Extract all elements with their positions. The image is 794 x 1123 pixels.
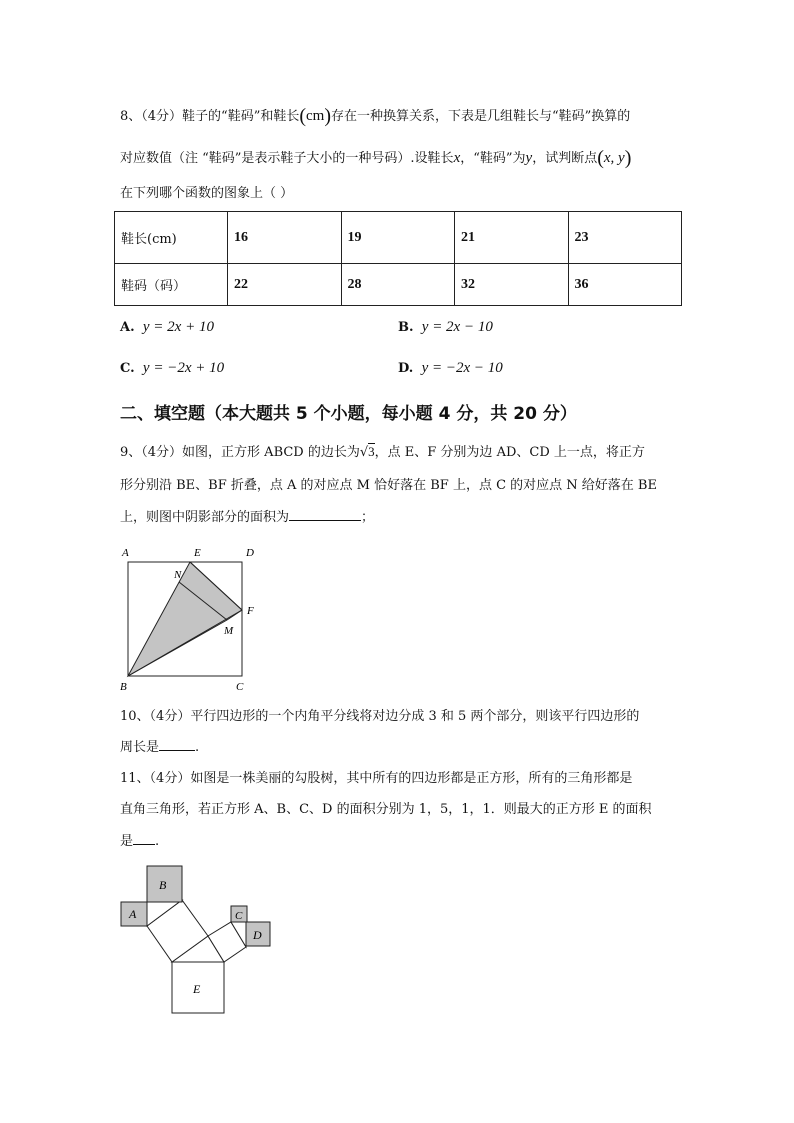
table-cell: 28 [341,264,455,306]
q10-line-1: 10、（4分）平行四边形的一个内角平分线将对边分成 3 和 5 两个部分，则该平行四边形的 [120,709,640,724]
sqrt-radicand: 3 [368,444,375,459]
label-a: A [129,907,137,921]
q9-line-1: 9、（4分）如图，正方形 ABCD 的边长为√3，点 E、F 分别为边 AD、CD 上一点，将正方 [120,444,645,460]
label-n: N [174,569,182,581]
pythagoras-tree-figure [115,862,280,1020]
answer-blank[interactable] [289,508,361,521]
shaded-region [128,562,242,676]
label-d: D [246,547,254,559]
shoe-size-table [114,211,682,306]
q8-line-3: 在下列哪个函数的图象上（ ） [120,186,294,201]
label-f: F [247,605,254,617]
table-cell: 32 [455,264,569,306]
table-cell: 22 [228,264,342,306]
q11-line-2: 直角三角形，若正方形 A、B、C、D 的面积分别为 1，5，1，1．则最大的正方形 E 的面积 [120,802,652,817]
q9-text-3b: ； [361,510,375,525]
table-cell-label: 鞋码（码） [115,264,228,306]
var-x: x [453,150,461,166]
table-row [115,264,682,306]
label-a: A [122,547,129,559]
point-xy: x, y [603,150,625,166]
q8-text-cont: 存在一种换算关系，下表是几组鞋长与“鞋码”换算的 [331,109,631,124]
option-label: B. [398,320,414,335]
square-fold-figure [115,542,265,697]
table-cell: 36 [568,264,682,306]
option-b[interactable] [398,317,493,338]
cm-unit: cm [306,108,325,124]
section-title: 二、填空题（本大题共 5 个小题，每小题 4 分，共 20 分） [120,404,577,424]
option-label: C. [120,361,135,376]
label-m: M [224,625,234,637]
table-row [115,212,682,264]
option-expr: y = −2x − 10 [421,360,503,376]
option-expr: y = −2x + 10 [142,360,225,376]
q8-text-2c: ，试判断点 [532,151,598,166]
table-cell: 19 [341,212,455,264]
label-e: E [193,982,201,996]
q11-text-end: . [155,834,160,849]
option-a[interactable] [120,317,214,338]
q8-text: 8、（4分）鞋子的“鞋码”和鞋长 [120,109,300,124]
option-label: D. [398,361,414,376]
label-e: E [194,547,201,559]
q8-line-2: 对应数值（注 “鞋码”是表示鞋子大小的一种号码）.设鞋长x，“鞋码”为y，试判断点(x, y) [120,147,632,169]
q10-line-2 [120,738,199,758]
label-c: C [236,681,244,693]
q9-text: 9、（4分）如图，正方形 ABCD 的边长为 [120,445,360,460]
answer-blank[interactable] [133,832,155,845]
label-d: D [253,928,262,942]
q8-line-1: 8、（4分）鞋子的“鞋码”和鞋长(cm)存在一种换算关系，下表是几组鞋长与“鞋码”换算的 [120,105,631,127]
table-cell-label: 鞋长(cm) [115,212,228,264]
option-expr: y = 2x − 10 [421,319,493,335]
option-d[interactable] [398,358,503,379]
q8-text-2b: ，“鞋码”为 [460,151,526,166]
label-b: B [159,878,167,892]
q9-line-2: 形分别沿 BE、BF 折叠，点 A 的对应点 M 恰好落在 BF 上，点 C 的对应点 N 给好落在 BE [120,478,657,493]
table-cell: 21 [455,212,569,264]
q11-text: 是 [120,834,134,849]
q11-line-1: 11、（4分）如图是一株美丽的勾股树，其中所有的四边形都是正方形，所有的三角形都是 [120,771,633,786]
q10-text-end: . [195,740,200,755]
option-label: A. [120,320,135,335]
q11-line-3 [120,832,159,852]
q8-text-2a: 对应数值（注 “鞋码”是表示鞋子大小的一种号码）.设鞋长 [120,151,454,166]
var-y: y [525,150,533,166]
label-c: C [235,910,243,922]
q9-line-3 [120,508,374,528]
label-b: B [120,681,127,693]
q10-text: 周长是 [120,740,160,755]
option-expr: y = 2x + 10 [142,319,214,335]
q9-text-cont: ，点 E、F 分别为边 AD、CD 上一点，将正方 [374,445,645,460]
table-cell: 23 [568,212,682,264]
table-cell: 16 [228,212,342,264]
answer-blank[interactable] [159,738,195,751]
option-c[interactable] [120,358,224,379]
q9-text-3: 上，则图中阴影部分的面积为 [120,510,290,525]
